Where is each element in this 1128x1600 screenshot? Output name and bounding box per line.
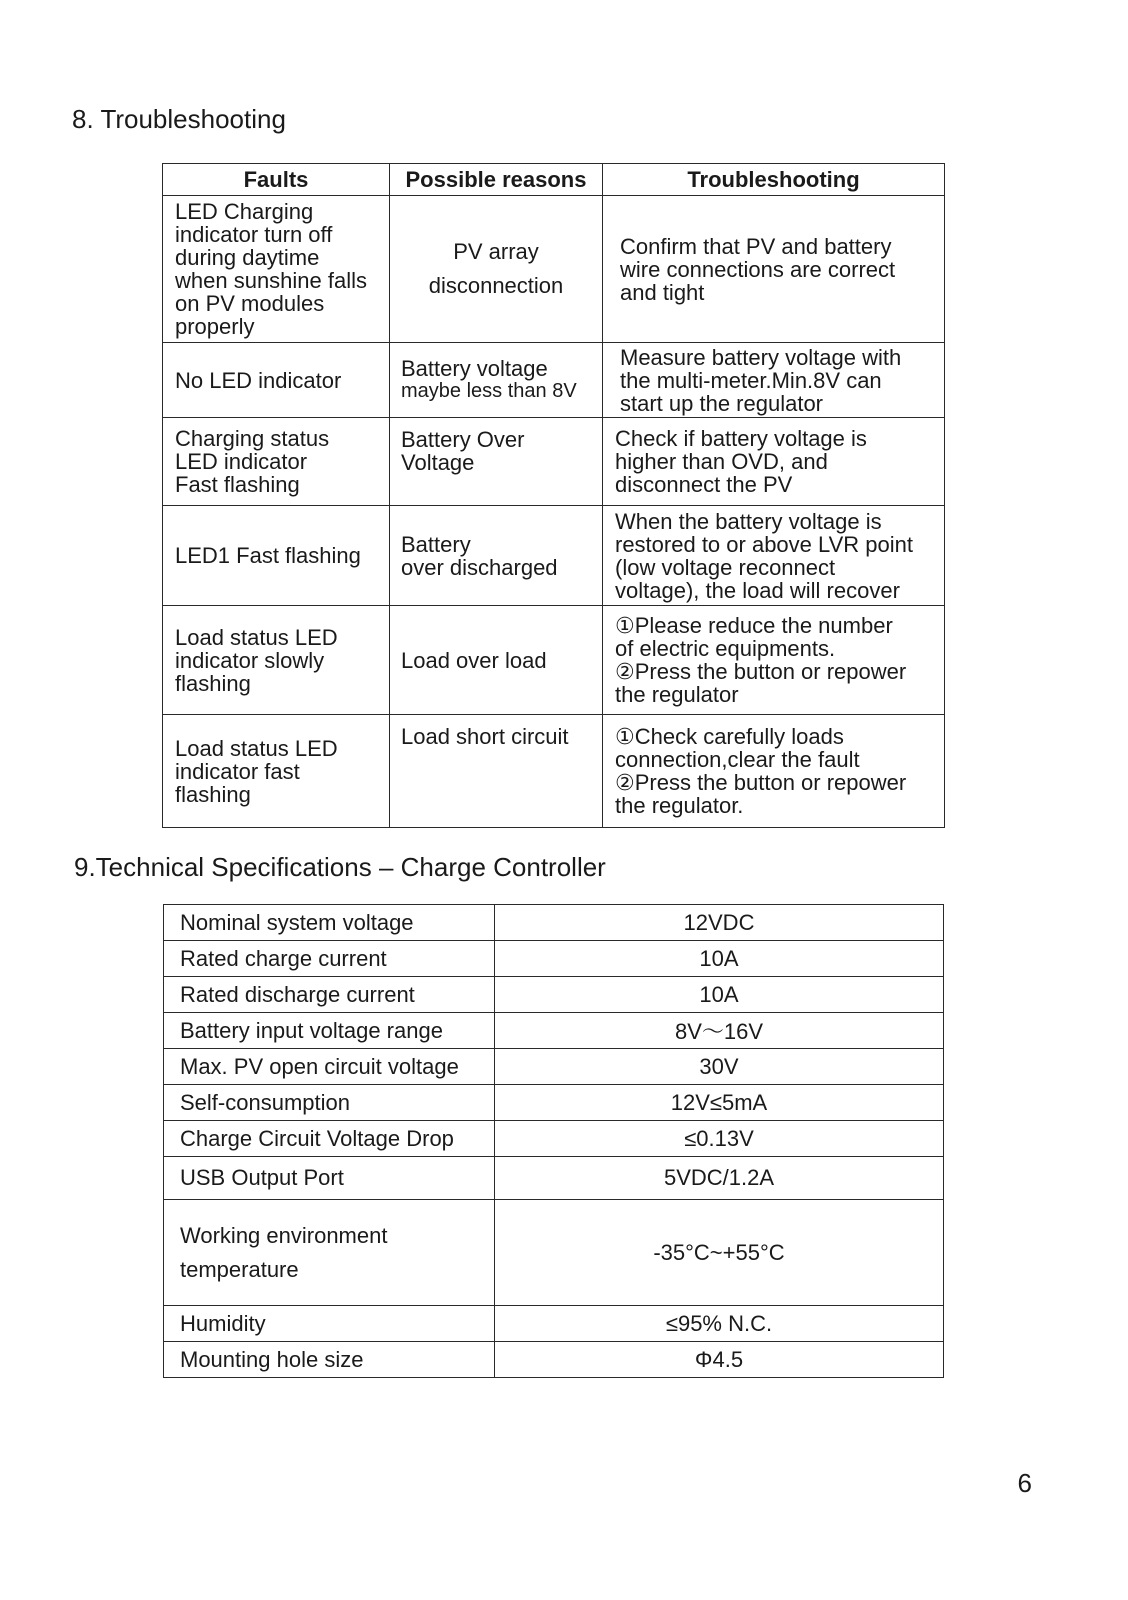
fix-cell: When the battery voltage is restored to or above LVR point (low voltage reconnect voltage), the load will recover [603,506,945,606]
spec-value: 30V [495,1049,944,1085]
spec-row [164,1013,944,1049]
table-row [163,606,945,715]
spec-key: Mounting hole size [164,1342,495,1378]
page-number: 6 [1017,1468,1032,1498]
fix-cell: Measure battery voltage with the multi-meter.Min.8V can start up the regulator [603,343,945,418]
spec-row [164,1121,944,1157]
spec-value: 10A [495,977,944,1013]
reason-cell: Battery over discharged [390,506,603,606]
header-possible-reasons: Possible reasons [390,164,603,196]
reason-cell: Load over load [390,606,603,715]
fix-cell: ①Please reduce the number of electric equipments. ②Press the button or repower the regulator [603,606,945,715]
spec-row [164,941,944,977]
spec-value: ≤0.13V [495,1121,944,1157]
fix-cell: ①Check carefully loads connection,clear the fault ②Press the button or repower the regulator. [603,715,945,828]
fix-cell: Check if battery voltage is higher than OVD, and disconnect the PV [603,418,945,506]
spec-row [164,1306,944,1342]
spec-key: Charge Circuit Voltage Drop [164,1121,495,1157]
fault-cell: LED1 Fast flashing [163,506,390,606]
spec-row [164,1342,944,1378]
spec-row [164,1085,944,1121]
spec-key: Rated discharge current [164,977,495,1013]
spec-value: -35°C~+55°C [495,1200,944,1306]
table-row [163,418,945,506]
spec-value: 12V≤5mA [495,1085,944,1121]
fault-cell: Load status LED indicator fast flashing [163,715,390,828]
spec-value: 5VDC/1.2A [495,1157,944,1200]
table-row [163,715,945,828]
troubleshooting-table [162,163,945,828]
spec-value: 8V～16V [495,1013,944,1049]
table-row [163,196,945,343]
spec-key: Battery input voltage range [164,1013,495,1049]
fault-cell: LED Charging indicator turn off during daytime when sunshine falls on PV modules properly [163,196,390,343]
spec-key: Humidity [164,1306,495,1342]
reason-cell: Battery voltage maybe less than 8V [390,343,603,418]
section-title-technical-specifications: 9.Technical Specifications – Charge Controller [74,852,606,882]
spec-key: Rated charge current [164,941,495,977]
spec-row [164,1049,944,1085]
fix-cell: Confirm that PV and battery wire connections are correct and tight [603,196,945,343]
spec-key: Working environment temperature [164,1200,495,1306]
spec-value: Φ4.5 [495,1342,944,1378]
section-title-troubleshooting: 8. Troubleshooting [72,104,286,134]
spec-row [164,977,944,1013]
spec-value: 12VDC [495,905,944,941]
fault-cell: Load status LED indicator slowly flashing [163,606,390,715]
spec-key: Nominal system voltage [164,905,495,941]
fault-cell: No LED indicator [163,343,390,418]
table-row [163,343,945,418]
table-header-row [163,164,945,196]
table-row [163,506,945,606]
specifications-table [163,904,944,1378]
header-troubleshooting: Troubleshooting [603,164,945,196]
spec-row [164,1200,944,1306]
spec-row [164,1157,944,1200]
spec-value: ≤95% N.C. [495,1306,944,1342]
reason-cell: PV array disconnection [390,196,603,343]
spec-value: 10A [495,941,944,977]
fault-cell: Charging status LED indicator Fast flashing [163,418,390,506]
spec-key: USB Output Port [164,1157,495,1200]
reason-cell: Load short circuit [390,715,603,828]
spec-row [164,905,944,941]
reason-cell: Battery Over Voltage [390,418,603,506]
spec-key: Self-consumption [164,1085,495,1121]
spec-key: Max. PV open circuit voltage [164,1049,495,1085]
header-faults: Faults [163,164,390,196]
